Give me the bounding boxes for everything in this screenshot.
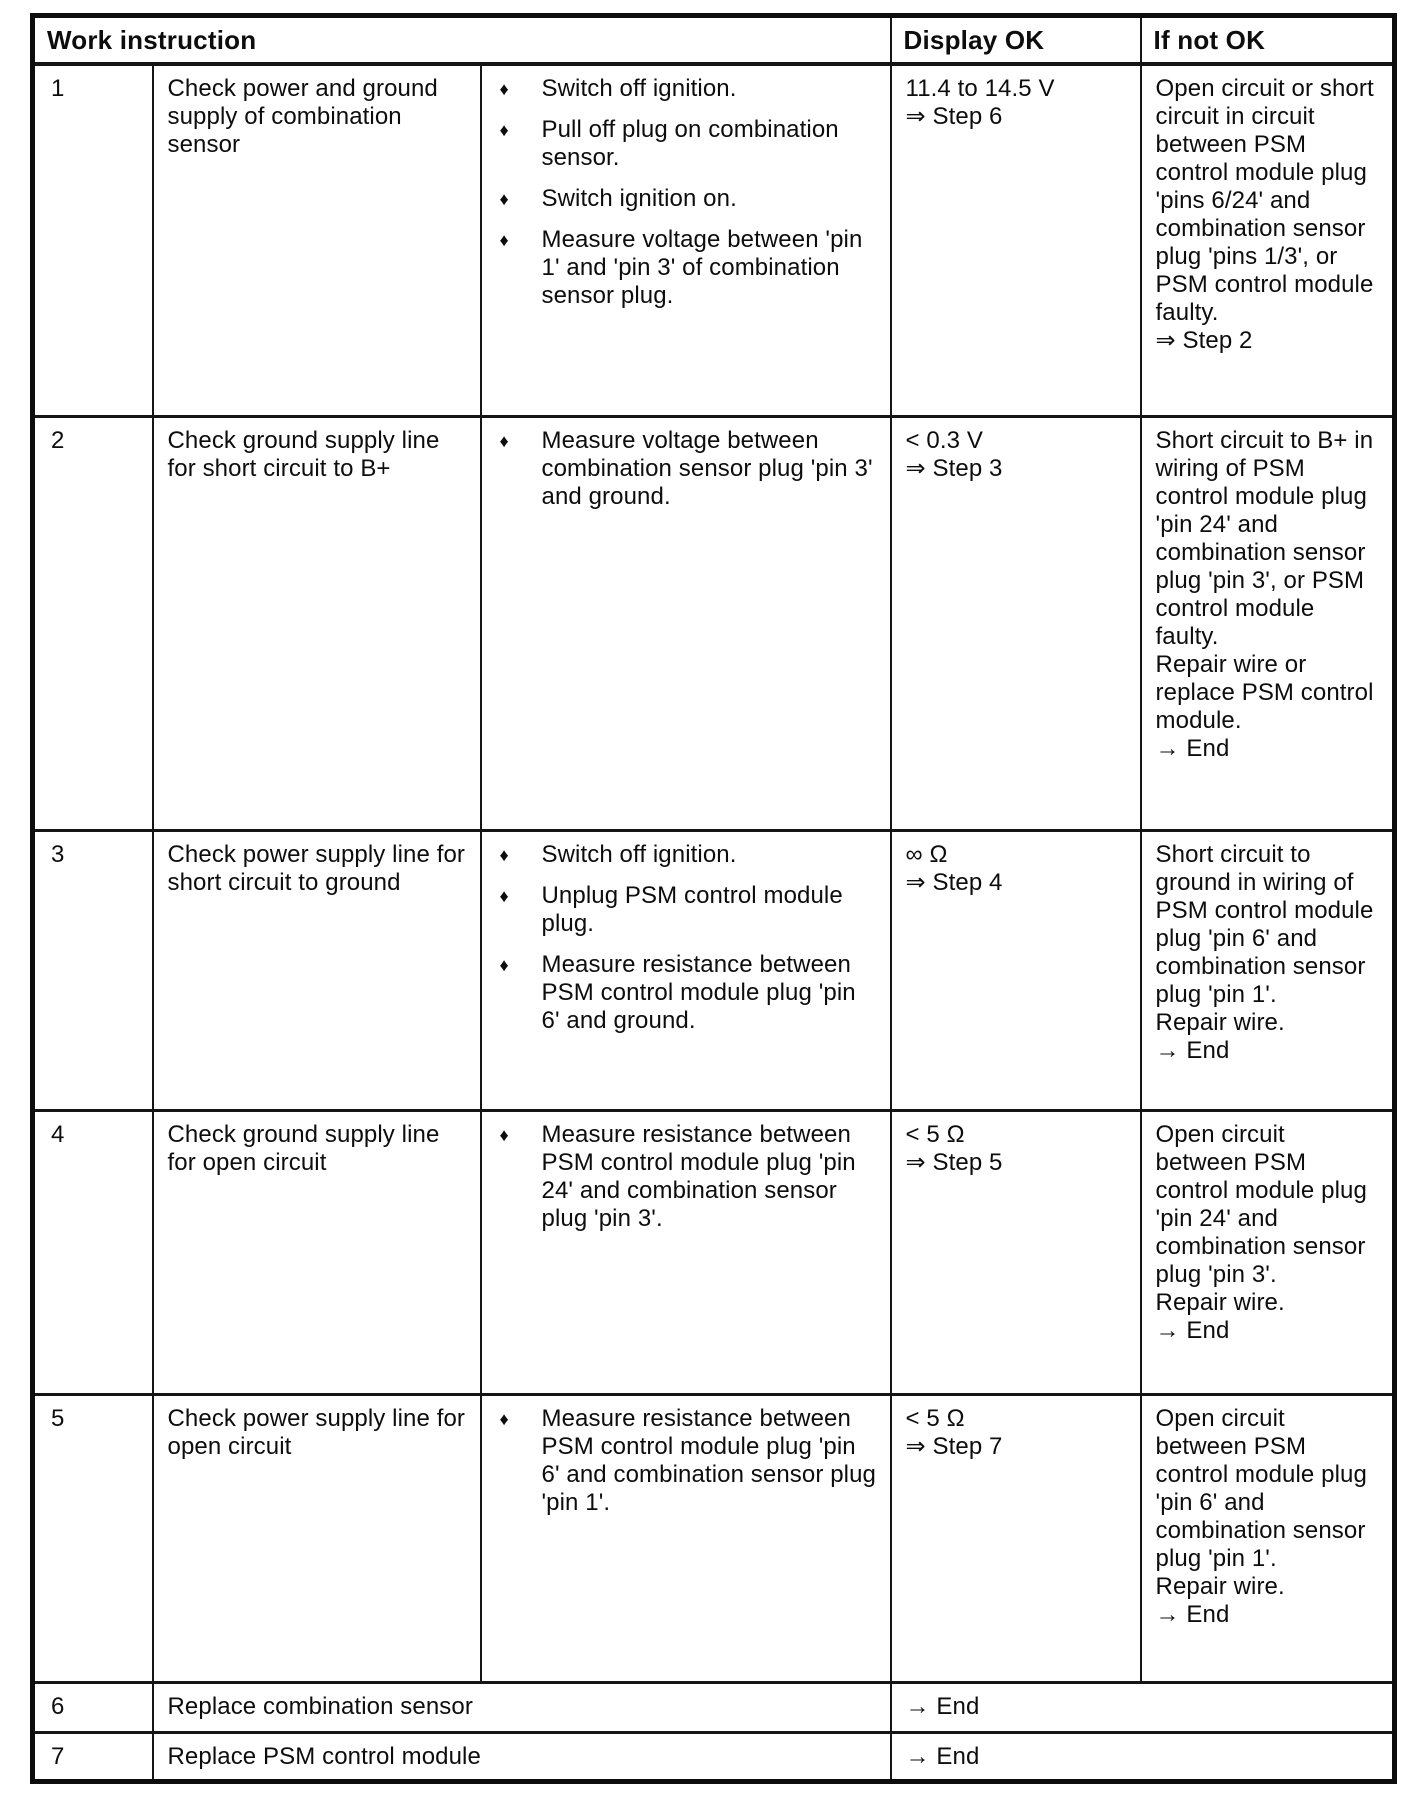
table-row-step-6 [33, 1682, 1395, 1732]
step-number: 7 [33, 1732, 153, 1781]
display-ok-value: 11.4 to 14.5 V [905, 75, 1055, 102]
bullet-item [496, 841, 878, 869]
action-text: Switch off ignition. [541, 75, 737, 102]
diamond-bullet-icon: ♦ [499, 79, 509, 99]
display-ok-cell [891, 1394, 1141, 1682]
display-ok-value: < 0.3 V [905, 426, 983, 454]
bullet-item [496, 427, 878, 511]
diamond-bullet-icon: ♦ [499, 954, 509, 975]
diamond-bullet-icon: ♦ [499, 120, 509, 140]
action-text: Measure resistance between PSM control module plug 'pin 6' and combination sensor plug 'pin 1'. [541, 1404, 876, 1516]
action-text: Measure voltage between combination sensor plug 'pin 3' and ground. [541, 426, 873, 510]
bullet-item [496, 185, 878, 213]
fault-text: Open circuit between PSM control module plug 'pin 6' and combination sensor plug 'pin 1'. [1155, 1404, 1367, 1572]
result-cell: → End [891, 1682, 1395, 1732]
procedure-cell [481, 416, 891, 830]
table-row-step-3 [33, 830, 1395, 1110]
action-text: Switch off ignition. [541, 840, 737, 868]
step-number: 3 [33, 830, 153, 1110]
end-text: → End [1155, 1316, 1230, 1344]
result-cell: → End [891, 1732, 1395, 1781]
bullet-item [496, 1405, 878, 1517]
fault-text: Open circuit or short circuit in circuit between PSM control module plug 'pins 6/24' and combination sensor plug 'pins 1/3', or PSM control module faulty. [1155, 75, 1374, 326]
display-ok-next-step: ⇒ Step 5 [905, 1148, 1003, 1176]
work-instruction-table [30, 13, 1397, 1784]
display-ok-next-step: ⇒ Step 4 [905, 868, 1003, 896]
bullet-item [496, 951, 878, 1035]
task-description: Replace PSM control module [153, 1732, 891, 1781]
display-ok-value: ∞ Ω [905, 840, 948, 868]
fault-text: Short circuit to B+ in wiring of PSM control module plug 'pin 24' and combination sensor plug 'pin 3', or PSM control module faulty. [1155, 426, 1374, 650]
if-not-ok-cell [1141, 416, 1395, 830]
end-text: → End [1155, 1600, 1230, 1628]
display-ok-cell [891, 1110, 1141, 1394]
procedure-cell [481, 1110, 891, 1394]
display-ok-value: < 5 Ω [905, 1404, 965, 1432]
if-not-ok-cell [1141, 1110, 1395, 1394]
table-row-step-1 [33, 64, 1395, 416]
step-number: 6 [33, 1682, 153, 1732]
table-row-step-2 [33, 416, 1395, 830]
diamond-bullet-icon: ♦ [499, 1124, 509, 1145]
bullet-item [496, 882, 878, 938]
diamond-bullet-icon: ♦ [499, 885, 509, 906]
header-work-instruction: Work instruction [33, 16, 891, 65]
fault-text: Short circuit to ground in wiring of PSM control module plug 'pin 6' and combination sensor plug 'pin 1'. [1155, 840, 1374, 1008]
procedure-cell [481, 64, 891, 416]
task-description: Check power supply line for short circuit to ground [153, 830, 481, 1110]
task-description: Replace combination sensor [153, 1682, 891, 1732]
remedy-text: Repair wire. [1155, 1008, 1285, 1036]
table-header-row [33, 16, 1395, 65]
table-row-step-7 [33, 1732, 1395, 1781]
remedy-text: Repair wire. [1155, 1288, 1285, 1316]
table-row-step-4 [33, 1110, 1395, 1394]
procedure-cell [481, 830, 891, 1110]
step-number: 5 [33, 1394, 153, 1682]
task-description: Check ground supply line for short circuit to B+ [153, 416, 481, 830]
task-description: Check ground supply line for open circuit [153, 1110, 481, 1394]
step-number: 4 [33, 1110, 153, 1394]
action-text: Switch ignition on. [541, 185, 737, 212]
display-ok-next-step: ⇒ Step 3 [905, 454, 1003, 482]
diamond-bullet-icon: ♦ [499, 230, 509, 250]
if-not-ok-cell [1141, 1394, 1395, 1682]
diamond-bullet-icon: ♦ [499, 1408, 509, 1429]
fault-text: Open circuit between PSM control module plug 'pin 24' and combination sensor plug 'pin 3'. [1155, 1120, 1367, 1288]
action-text: Measure voltage between 'pin 1' and 'pin 3' of combination sensor plug. [541, 226, 863, 309]
procedure-cell [481, 1394, 891, 1682]
diamond-bullet-icon: ♦ [499, 844, 509, 865]
diamond-bullet-icon: ♦ [499, 189, 509, 209]
remedy-text: Repair wire or replace PSM control module. [1155, 650, 1374, 734]
diamond-bullet-icon: ♦ [499, 430, 509, 451]
display-ok-next-step: ⇒ Step 7 [905, 1432, 1003, 1460]
display-ok-cell [891, 64, 1141, 416]
end-text: → End [1155, 1036, 1230, 1064]
display-ok-next-step: ⇒ Step 6 [905, 103, 1003, 130]
header-display-ok: Display OK [891, 16, 1141, 65]
display-ok-cell [891, 416, 1141, 830]
action-text: Pull off plug on combination sensor. [541, 116, 839, 171]
bullet-item [496, 1121, 878, 1233]
display-ok-cell [891, 830, 1141, 1110]
step-number: 1 [33, 64, 153, 416]
step-number: 2 [33, 416, 153, 830]
next-step-text: ⇒ Step 2 [1155, 327, 1253, 354]
if-not-ok-cell [1141, 830, 1395, 1110]
display-ok-value: < 5 Ω [905, 1120, 965, 1148]
end-text: → End [1155, 734, 1230, 762]
action-text: Unplug PSM control module plug. [541, 881, 843, 937]
table-row-step-5 [33, 1394, 1395, 1682]
task-description: Check power supply line for open circuit [153, 1394, 481, 1682]
remedy-text: Repair wire. [1155, 1572, 1285, 1600]
bullet-item [496, 116, 878, 172]
action-text: Measure resistance between PSM control module plug 'pin 6' and ground. [541, 950, 856, 1034]
header-if-not-ok: If not OK [1141, 16, 1395, 65]
bullet-item [496, 75, 878, 103]
action-text: Measure resistance between PSM control module plug 'pin 24' and combination sensor plug 'pin 3'. [541, 1120, 856, 1232]
task-description: Check power and ground supply of combination sensor [153, 64, 481, 416]
if-not-ok-cell [1141, 64, 1395, 416]
bullet-item [496, 226, 878, 310]
